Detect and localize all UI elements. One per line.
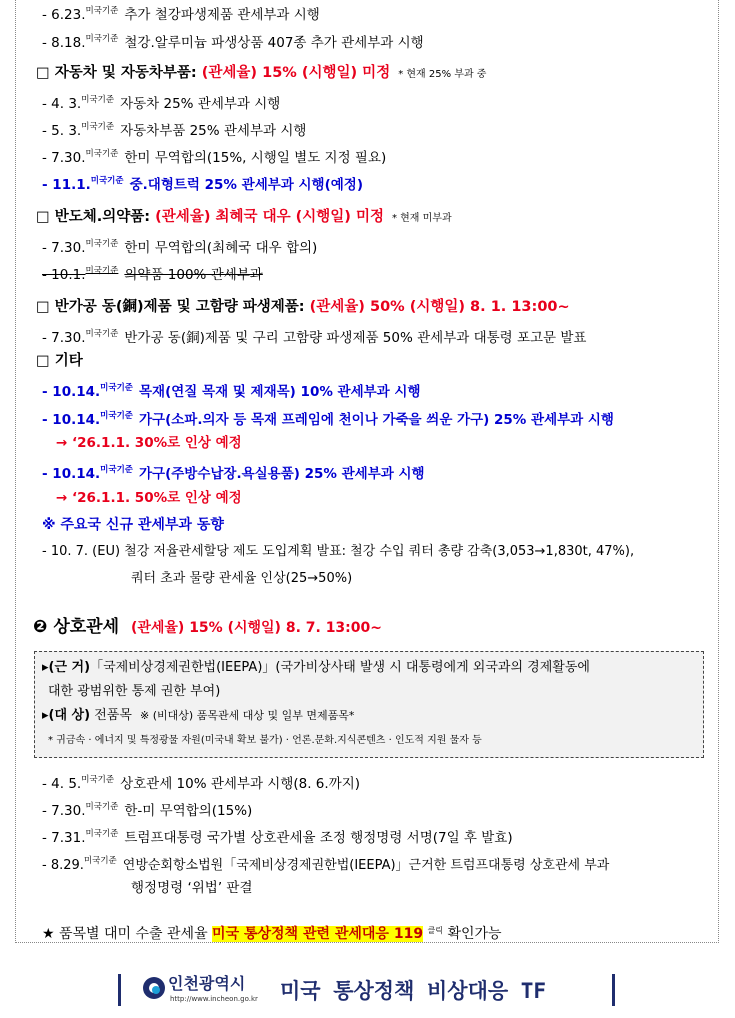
reciprocal-item-2: - 7.30.$^{미국기준}$ 한-미 무역합의(15%)	[42, 802, 253, 819]
auto-item-1: - 4. 3.$^{미국기준}$ 자동차 25% 관세부과 시행	[42, 95, 281, 112]
semi-heading: □ 반도체.의약품: (관세율) 최혜국 대우 (시행일) 미정 * 현재 미부과	[36, 209, 452, 225]
steel-item-1: - 6.23.$^{미국기준}$ 추가 철강파생제품 관세부과 시행	[42, 6, 320, 23]
etc-heading: □ 기타	[36, 353, 83, 369]
etc-arrow-2: → ‘26.1.1. 50%로 인상 예정	[56, 490, 242, 506]
exempt-line: * 귀금속 · 에너지 및 특정광물 자원(미국내 확보 불가) · 언론.문화.지식콘텐츠 · 인도적 지원 물자 등	[48, 735, 482, 746]
reciprocal-item-3: - 7.31.$^{미국기준}$ 트럼프대통령 국가별 상호관세율 조정 행정명령 서명(7일 후 발효)	[42, 829, 513, 846]
etc-arrow-1: → ‘26.1.1. 30%로 인상 예정	[56, 435, 242, 451]
footer-org: 인천광역시	[168, 974, 246, 993]
major-line-1: - 10. 7. (EU) 철강 저율관세할당 제도 도입계획 발표: 철강 수입 쿼터 총량 감축(3,053→1,830t, 47%),	[42, 544, 635, 559]
target-line: ▸(대 상) 전품목 ※ (비대상) 품목관세 대상 및 일부 면제품목*	[42, 708, 355, 723]
footer-url: http://www.incheon.go.kr	[170, 995, 258, 1003]
copper-heading: □ 반가공 동(銅)제품 및 고함량 파생제품: (관세율) 50% (시행일) 8. 1. 13:00~	[36, 299, 570, 315]
semi-item-2: - 10.1.$^{미국기준}$ 의약품 100% 관세부과	[42, 266, 263, 283]
reciprocal-item-4: - 8.29.$^{미국기준}$ 연방순회항소법원「국제비상경제권한법(IEEPA)」근거한 트럼프대통령 상호관세 부과	[42, 856, 610, 873]
etc-item-3: - 10.14.$^{미국기준}$ 가구(주방수납장.욕실용품) 25% 관세부과 시행	[42, 465, 425, 482]
auto-item-2: - 5. 3.$^{미국기준}$ 자동차부품 25% 관세부과 시행	[42, 122, 307, 139]
copper-item-1: - 7.30.$^{미국기준}$ 반가공 동(銅)제품 및 구리 고함량 파생제품 50% 관세부과 대통령 포고문 발표	[42, 329, 587, 346]
major-line-2: 쿼터 초과 물량 관세율 인상(25→50%)	[131, 571, 353, 586]
etc-item-2: - 10.14.$^{미국기준}$ 가구(소파.의자 등 목재 프레임에 천이나 가죽을 씌운 가구) 25% 관세부과 시행	[42, 411, 614, 428]
steel-item-2: - 8.18.$^{미국기준}$ 철강.알루미늄 파생상품 407종 추가 관세부과 시행	[42, 34, 424, 51]
auto-item-3: - 7.30.$^{미국기준}$ 한미 무역합의(15%, 시행일 별도 지정 필요)	[42, 149, 387, 166]
footer-bar-left	[118, 974, 121, 1006]
star-line: ★ 품목별 대미 수출 관세율 미국 통상정책 관련 관세대응 119 $^{클릭}$ 확인가능	[42, 926, 502, 942]
tariff-119-link[interactable]: 미국 통상정책 관련 관세대응 119	[212, 926, 424, 942]
auto-item-4: - 11.1.$^{미국기준}$ 중.대형트럭 25% 관세부과 시행(예정)	[42, 176, 364, 193]
incheon-logo-icon	[143, 977, 165, 999]
basis-line: ▸(근 거)「국제비상경제권한법(IEEPA)」(국가비상사태 발생 시 대통령에게 외국과의 경제활동에	[42, 660, 590, 675]
semi-item-1: - 7.30.$^{미국기준}$ 한미 무역합의(최혜국 대우 합의)	[42, 239, 318, 256]
footer-title: 미국 통상정책 비상대응 TF	[280, 979, 547, 1003]
footer-bar-right	[612, 974, 615, 1006]
reciprocal-heading: ❷ 상호관세 (관세율) 15% (시행일) 8. 7. 13:00~	[33, 617, 382, 637]
major-heading: ※ 주요국 신규 관세부과 동향	[42, 517, 224, 533]
basis-line-2: 대한 광범위한 통제 권한 부여)	[48, 684, 221, 699]
etc-item-1: - 10.14.$^{미국기준}$ 목재(연질 목재 및 제재목) 10% 관세부과 시행	[42, 383, 421, 400]
reciprocal-item-4-cont: 행정명령 ‘위법’ 판결	[131, 880, 253, 896]
reciprocal-item-1: - 4. 5.$^{미국기준}$ 상호관세 10% 관세부과 시행(8. 6.까지)	[42, 775, 361, 792]
auto-heading: □ 자동차 및 자동차부품: (관세율) 15% (시행일) 미정 * 현재 25% 부과 중	[36, 65, 487, 81]
